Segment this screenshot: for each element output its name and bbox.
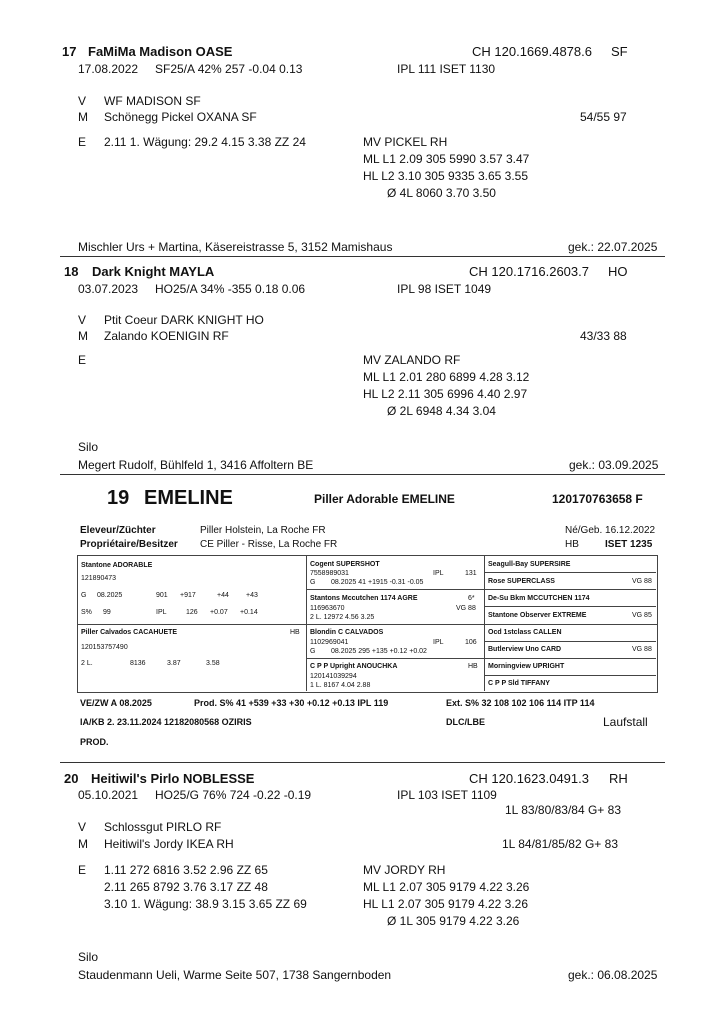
divider <box>60 256 665 257</box>
animal-name: FaMiMa Madison OASE <box>88 44 233 59</box>
ped-sd-line: 2 L. 12972 4.56 3.25 <box>310 614 375 621</box>
ped-dd-line: 1 L. 8167 4.04 2.88 <box>310 682 371 689</box>
hl-line: HL L2 2.11 305 6996 4.40 2.97 <box>363 387 528 401</box>
iset: ISET 1235 <box>605 539 653 550</box>
lactation-label: E <box>78 863 87 877</box>
full-name: Piller Adorable EMELINE <box>314 492 455 506</box>
ped-sire-v2: +917 <box>180 592 196 599</box>
ped-sire-ipl-prot: +0.14 <box>240 609 258 616</box>
lactation-label: E <box>78 353 87 367</box>
insemination: IA/KB 2. 23.11.2024 12182080568 OZIRIS <box>80 717 252 727</box>
hl-line: HL L2 3.10 305 9335 3.65 3.55 <box>363 169 529 183</box>
prod-index: Prod. S% 41 +539 +33 +30 +0.12 +0.13 IPL 119 <box>194 698 389 708</box>
ped-sds: De-Su Bkm MCCUTCHEN 1174 <box>488 595 590 602</box>
ped-ds-ipl: 106 <box>465 639 477 646</box>
entry-number: 17 <box>62 44 77 59</box>
ped-dam-fat: 3.87 <box>167 660 181 667</box>
ped-sd-vg: VG 88 <box>456 605 476 612</box>
dlc-label: DLC/LBE <box>446 717 485 727</box>
ped-sire-id: 121890473 <box>81 575 117 582</box>
ped-dsd: Butlerview Uno CARD <box>488 646 562 653</box>
animal-id: CH 120.1716.2603.7 <box>469 264 589 279</box>
vezw: VE/ZW A 08.2025 <box>80 698 152 708</box>
divider <box>60 474 665 475</box>
ped-sire-ipl-fat: +0.07 <box>210 609 228 616</box>
ped-sire-s-value: 99 <box>103 609 111 616</box>
gek-date: gek.: 06.08.2025 <box>568 968 658 982</box>
hb-label: HB <box>565 539 579 550</box>
ped-ss-ipl-label: IPL <box>433 570 444 577</box>
entry-number: 18 <box>64 264 79 279</box>
ped-ds-line: 08.2025 295 +135 +0.12 +0.02 <box>331 648 427 655</box>
gek-date: gek.: 03.09.2025 <box>569 458 659 472</box>
lactation-3: 3.10 1. Wägung: 38.9 3.15 3.65 ZZ 69 <box>104 897 307 911</box>
sire-name: WF MADISON SF <box>104 94 201 108</box>
ped-ds-ipl-label: IPL <box>433 639 444 646</box>
ped-sdd: Stantone Observer EXTREME <box>488 612 587 619</box>
maternal-sire: MV JORDY RH <box>363 863 446 877</box>
ped-dds: Morningview UPRIGHT <box>488 663 565 670</box>
birth-date: 03.07.2023 <box>78 282 139 296</box>
breed-code: SF <box>611 44 628 59</box>
ped-ds-name: Blondin C CALVADOS <box>310 629 384 636</box>
dam-label: M <box>78 329 88 343</box>
dam-name: Zalando KOENIGIN RF <box>104 329 229 343</box>
entry-number: 19 <box>107 487 130 509</box>
ped-sire-ipl-label: IPL <box>156 609 167 616</box>
maternal-sire: MV ZALANDO RF <box>363 353 461 367</box>
ml-line: ML L1 2.07 305 9179 4.22 3.26 <box>363 880 530 894</box>
genetic-stats: HO25/G 76% 724 -0.22 -0.19 <box>155 788 312 802</box>
ped-dam-milk: 8136 <box>130 660 146 667</box>
maternal-sire: MV PICKEL RH <box>363 135 448 149</box>
ped-ss-name: Cogent SUPERSHOT <box>310 561 380 568</box>
lactation-1: 1.11 272 6816 3.52 2.96 ZZ 65 <box>104 863 268 877</box>
owner: Staudenmann Ueli, Warme Seite 507, 1738 Sangernboden <box>78 968 392 982</box>
sire-label: V <box>78 313 87 327</box>
animal-id: CH 120.1669.4878.6 <box>472 44 592 59</box>
ped-sire-g: G <box>81 592 87 599</box>
ped-sss: Seagull-Bay SUPERSIRE <box>488 561 571 568</box>
gek-date: gek.: 22.07.2025 <box>568 240 658 254</box>
animal-name: Heitiwil's Pirlo NOBLESSE <box>91 771 255 786</box>
ped-dam-lact: 2 L. <box>81 660 93 667</box>
breed-code: RH <box>609 771 628 786</box>
lactation-line: 2.11 1. Wägung: 29.2 4.15 3.38 ZZ 24 <box>104 135 306 149</box>
ped-sire-date: 08.2025 <box>97 592 123 599</box>
ipl-iset: IPL 98 ISET 1049 <box>397 282 492 296</box>
sire-label: V <box>78 820 87 834</box>
dam-name: Schönegg Pickel OXANA SF <box>104 110 257 124</box>
ped-dam-hb: HB <box>290 629 300 636</box>
birth-date: Né/Geb. 16.12.2022 <box>565 525 656 536</box>
sire-name: Ptit Coeur DARK KNIGHT HO <box>104 313 264 327</box>
animal-name: Dark Knight MAYLA <box>92 264 215 279</box>
ext-index: Ext. S% 32 108 102 106 114 ITP 114 <box>446 698 595 708</box>
conformation-score: 54/55 97 <box>580 110 627 124</box>
conformation-score: 43/33 88 <box>580 329 627 343</box>
ped-sire-v3: +44 <box>217 592 229 599</box>
ped-ds-id: 1102969041 <box>310 639 349 646</box>
ped-dss: Ocd 1stclass CALLEN <box>488 629 562 636</box>
average-line: Ø 2L 6948 4.34 3.04 <box>387 404 496 418</box>
dam-label: M <box>78 110 88 124</box>
ped-dsd-vg: VG 88 <box>632 646 652 653</box>
birth-date: 05.10.2021 <box>78 788 139 802</box>
average-line: Ø 4L 8060 3.70 3.50 <box>387 186 496 200</box>
ped-sd-id: 116963670 <box>310 605 345 612</box>
ped-sd-star: 6* <box>468 595 475 602</box>
silo-label: Silo <box>78 950 99 964</box>
ped-ss-id: 7558989031 <box>310 570 349 577</box>
ped-ss-line: 08.2025 41 +1915 -0.31 -0.05 <box>331 579 424 586</box>
linear-score-1: 1L 83/80/83/84 G+ 83 <box>505 803 621 817</box>
ped-dd-hb: HB <box>468 663 478 670</box>
ipl-iset: IPL 103 ISET 1109 <box>397 788 497 802</box>
sire-name: Schlossgut PIRLO RF <box>104 820 222 834</box>
ped-sire-v4: +43 <box>246 592 258 599</box>
breed-code: HO <box>608 264 628 279</box>
dam-label: M <box>78 837 88 851</box>
ped-sdd-vg: VG 85 <box>632 612 652 619</box>
owner: CE Piller - Risse, La Roche FR <box>200 539 338 550</box>
ped-sire-v1: 901 <box>156 592 168 599</box>
silo-label: Silo <box>78 440 99 454</box>
ml-line: ML L1 2.01 280 6899 4.28 3.12 <box>363 370 530 384</box>
dam-name: Heitiwil's Jordy IKEA RH <box>104 837 234 851</box>
hl-line: HL L1 2.07 305 9179 4.22 3.26 <box>363 897 529 911</box>
genetic-stats: HO25/A 34% -355 0.18 0.06 <box>155 282 306 296</box>
ped-ds-g: G <box>310 648 316 655</box>
ped-sd-name: Stantons Mccutchen 1174 AGRE <box>310 595 418 602</box>
animal-id: CH 120.1623.0491.3 <box>469 771 589 786</box>
ped-ss-g: G <box>310 579 316 586</box>
breeder: Piller Holstein, La Roche FR <box>200 525 326 536</box>
sire-label: V <box>78 94 87 108</box>
ped-sire-s-label: S% <box>81 609 92 616</box>
birth-date: 17.08.2022 <box>78 62 139 76</box>
linear-score-2: 1L 84/81/85/82 G+ 83 <box>502 837 618 851</box>
ped-ssd-vg: VG 88 <box>632 578 652 585</box>
ped-dd-name: C P P Upright ANOUCHKA <box>310 663 398 670</box>
ped-dd-id: 120141039294 <box>310 673 357 680</box>
ped-dam-protein: 3.58 <box>206 660 220 667</box>
prod-label: PROD. <box>80 737 109 747</box>
ped-sire-name: Stantone ADORABLE <box>81 562 153 569</box>
breeder-label: Eleveur/Züchter <box>80 525 156 536</box>
ped-ddd: C P P Sld TIFFANY <box>488 680 550 687</box>
ped-ss-ipl: 131 <box>465 570 477 577</box>
housing: Laufstall <box>603 715 648 729</box>
animal-id: 120170763658 F <box>552 492 643 506</box>
owner: Megert Rudolf, Bühlfeld 1, 3416 Affoltern BE <box>78 458 314 472</box>
genetic-stats: SF25/A 42% 257 -0.04 0.13 <box>155 62 303 76</box>
lactation-2: 2.11 265 8792 3.76 3.17 ZZ 48 <box>104 880 268 894</box>
ml-line: ML L1 2.09 305 5990 3.57 3.47 <box>363 152 530 166</box>
animal-name: EMELINE <box>144 487 233 509</box>
ped-dam-id: 120153757490 <box>81 644 128 651</box>
entry-number: 20 <box>64 771 79 786</box>
ped-dam-name: Piller Calvados CACAHUETE <box>81 629 178 636</box>
owner-label: Propriétaire/Besitzer <box>80 539 178 550</box>
ipl-iset: IPL 111 ISET 1130 <box>397 62 496 76</box>
divider <box>60 762 665 763</box>
average-line: Ø 1L 305 9179 4.22 3.26 <box>387 914 520 928</box>
ped-sire-ipl: 126 <box>186 609 198 616</box>
owner: Mischler Urs + Martina, Käsereistrasse 5, 3152 Mamishaus <box>78 240 393 254</box>
ped-ssd: Rose SUPERCLASS <box>488 578 555 585</box>
lactation-label: E <box>78 135 87 149</box>
